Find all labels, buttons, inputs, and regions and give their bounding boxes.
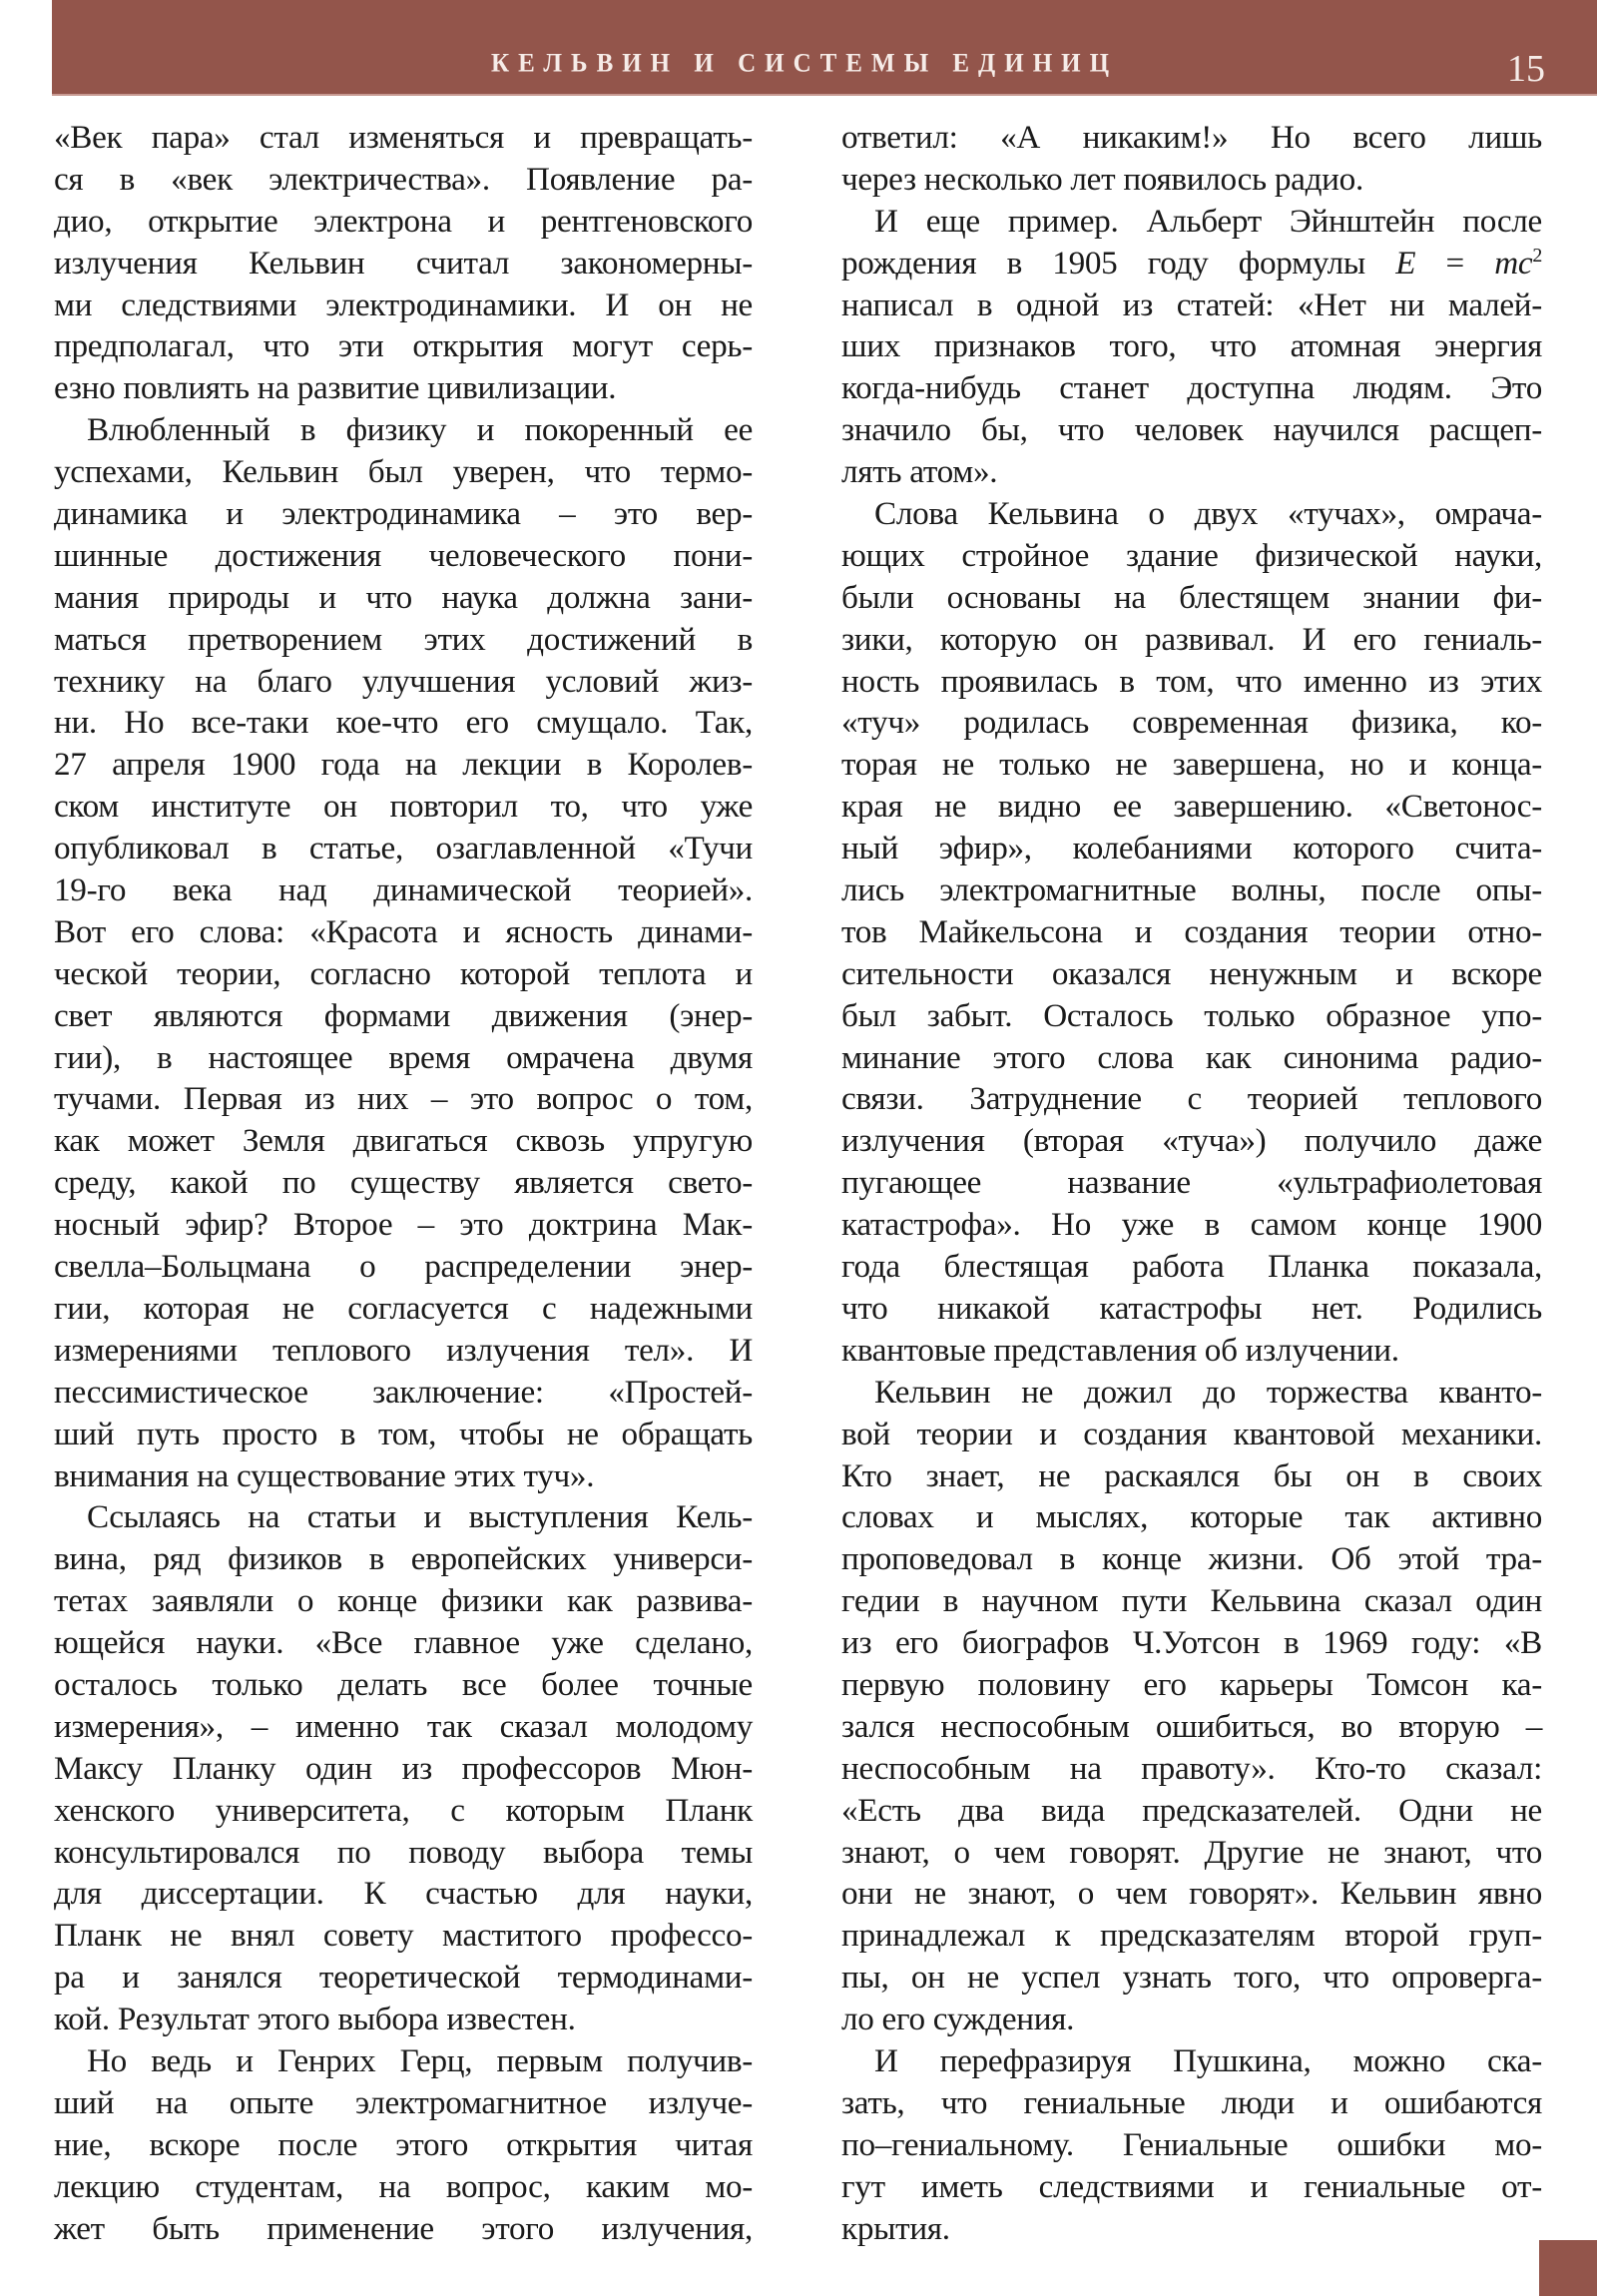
- text-line: тучами. Первая из них – это вопрос о том,: [54, 1080, 753, 1118]
- text-line: зать, что гениальные люди и ошибаются: [841, 2083, 1542, 2121]
- text-line: езно повлиять на развитие цивилизации.: [54, 369, 617, 407]
- text-line: дио, открытие электрона и рентгеновского: [54, 202, 753, 240]
- text-line: пессимистическое заключение: «Простей-: [54, 1373, 753, 1411]
- paragraph: [54, 117, 753, 409]
- text-line: лекцию студентам, на вопрос, каким мо-: [54, 2167, 753, 2205]
- text-line: предполагал, что эти открытия могут серь-: [54, 327, 753, 365]
- text-line: динамика и электродинамика – это вер-: [54, 495, 753, 533]
- text-line: ность проявилась в том, что именно из этих: [841, 662, 1542, 700]
- text-line: Влюбленный в физику и покоренный ее: [87, 411, 753, 449]
- text-line: свелла–Больцмана о распределении энер-: [54, 1248, 753, 1286]
- text-line: излучения Кельвин считал закономерны-: [54, 244, 753, 282]
- text-line: ческой теории, согласно которой теплота и: [54, 954, 753, 992]
- text-line: написал в одной из статей: «Нет ни малей-: [841, 286, 1542, 323]
- text-line: катастрофа». Но уже в самом конце 1900: [841, 1206, 1542, 1244]
- text-line: успехами, Кельвин был уверен, что термо-: [54, 453, 753, 491]
- text-line: мания природы и что наука должна зани-: [54, 578, 753, 616]
- text-line: торая не только не завершена, но и конца-: [841, 746, 1542, 784]
- text-line: опубликовал в статье, озаглавленной «Тучи: [54, 830, 753, 867]
- text-line: ший путь просто в том, чтобы не обращать: [54, 1415, 753, 1452]
- text-line: минание этого слова как синонима радио-: [841, 1038, 1542, 1076]
- text-line: что никакой катастрофы нет. Родились: [841, 1289, 1542, 1327]
- paragraph: [841, 117, 1542, 201]
- text-line: для диссертации. К счастью для науки,: [54, 1875, 753, 1913]
- text-line: носный эфир? Второе – это доктрина Мак-: [54, 1206, 753, 1244]
- text-line: маться претворением этих достижений в: [54, 620, 753, 658]
- paragraph: [54, 1496, 753, 2040]
- text-line: гии), в настоящее время омрачена двумя: [54, 1038, 753, 1076]
- text-line: был забыт. Осталось только образное упо-: [841, 996, 1542, 1034]
- right-text-column: [841, 117, 1542, 2249]
- text-line: Кельвин не дожил до торжества кванто-: [874, 1373, 1542, 1411]
- text-line: излучения (вторая «туча») получило даже: [841, 1122, 1542, 1160]
- text-line: Кто знает, не раскаялся бы он в своих: [841, 1456, 1542, 1494]
- text-line: среду, какой по существу является свето-: [54, 1164, 753, 1202]
- text-line: Планк не внял совету маститого профессо-: [54, 1917, 753, 1955]
- text-line: словах и мыслях, которые так активно: [841, 1498, 1542, 1536]
- running-title-text: КЕЛЬВИН И СИСТЕМЫ ЕДИНИЦ: [490, 49, 1119, 78]
- text-line: 19-го века над динамической теорией».: [54, 871, 753, 909]
- text-line: связи. Затруднение с теорией теплового: [841, 1080, 1542, 1118]
- text-line: «Есть два вида предсказателей. Одни не: [841, 1791, 1542, 1829]
- text-line: кой. Результат этого выбора известен.: [54, 2001, 576, 2038]
- page-corner-marker: [1539, 2240, 1597, 2296]
- text-line: тетах заявляли о конце физики как развива-: [54, 1582, 753, 1620]
- text-line: консультировался по поводу выбора темы: [54, 1833, 753, 1871]
- text-line: Но ведь и Генрих Герц, первым получив-: [87, 2041, 753, 2079]
- text-line: шинные достижения человеческого пони-: [54, 536, 753, 574]
- text-line: ском институте он повторил то, что уже: [54, 788, 753, 826]
- text-line: Слова Кельвина о двух «тучах», омрача-: [874, 495, 1542, 533]
- paragraph: [841, 201, 1542, 493]
- text-line: Максу Планку один из профессоров Мюн-: [54, 1749, 753, 1787]
- text-line: рождения в 1905 году формулы $E = mc^2$: [841, 244, 1542, 282]
- text-line: проповедовал в конце жизни. Об этой тра-: [841, 1540, 1542, 1578]
- text-line: технику на благо улучшения условий жиз-: [54, 662, 753, 700]
- text-line: зики, которую он развивал. И его гениаль-: [841, 620, 1542, 658]
- text-line: «Век пара» стал изменяться и превращать-: [54, 119, 753, 156]
- text-line: края не видно ее завершению. «Светонос-: [841, 788, 1542, 826]
- text-line: 27 апреля 1900 года на лекции в Королев-: [54, 746, 753, 784]
- paragraph: [54, 2040, 753, 2249]
- text-line: ло его суждения.: [841, 2001, 1075, 2038]
- text-line: ный эфир», колебаниями которого счита-: [841, 830, 1542, 867]
- running-title: [52, 49, 1597, 78]
- paragraph: [841, 493, 1542, 1372]
- formula-e-mc2: $E = mc^2$: [1395, 244, 1542, 282]
- text-line: ми следствиями электродинамики. И он не: [54, 286, 753, 323]
- text-line: И перефразируя Пушкина, можно ска-: [874, 2041, 1542, 2079]
- text-line: пугающее название «ультрафиолетовая: [841, 1164, 1542, 1202]
- text-line: пы, он не успел узнать того, что опроверга-: [841, 1959, 1542, 1997]
- text-line: они не знают, о чем говорят». Кельвин явно: [841, 1875, 1542, 1913]
- text-line: Вот его слова: «Красота и ясность динами-: [54, 912, 753, 950]
- text-line: лять атом».: [841, 453, 998, 491]
- text-line: измерениями теплового излучения тел». И: [54, 1331, 753, 1369]
- text-line: тов Майкельсона и создания теории отно-: [841, 912, 1542, 950]
- text-line: по–гениальному. Гениальные ошибки мо-: [841, 2125, 1542, 2163]
- text-line: И еще пример. Альберт Эйнштейн после: [874, 202, 1542, 240]
- text-line: неспособным на правоту». Кто-то сказал:: [841, 1749, 1542, 1787]
- text-line: осталось только делать все более точные: [54, 1665, 753, 1703]
- text-line: ние, вскоре после этого открытия читая: [54, 2125, 753, 2163]
- text-line: ших признаков того, что атомная энергия: [841, 327, 1542, 365]
- text-line: ющих стройное здание физической науки,: [841, 536, 1542, 574]
- text-line: жет быть применение этого излучения,: [54, 2209, 753, 2247]
- text-line: ющейся науки. «Все главное уже сделано,: [54, 1624, 753, 1662]
- text-line: крытия.: [841, 2209, 950, 2247]
- text-line: зался неспособным ошибиться, во вторую –: [841, 1707, 1542, 1745]
- text-line: квантовые представления об излучении.: [841, 1331, 1399, 1369]
- left-text-column: [54, 117, 753, 2249]
- paragraph: [841, 1372, 1542, 2040]
- text-line: вина, ряд физиков в европейских универси-: [54, 1540, 753, 1578]
- text-line: ответил: «А никаким!» Но всего лишь: [841, 119, 1542, 156]
- page-number: 15: [1507, 48, 1545, 90]
- text-line: принадлежал к предсказателям второй груп-: [841, 1917, 1542, 1955]
- text-line: когда-нибудь станет доступна людям. Это: [841, 369, 1542, 407]
- text-line: сительности оказался ненужным и вскоре: [841, 954, 1542, 992]
- text-line: были основаны на блестящем знании фи-: [841, 578, 1542, 616]
- paragraph: [841, 2040, 1542, 2249]
- text-line: из его биографов Ч.Уотсон в 1969 году: «В: [841, 1624, 1542, 1662]
- text-line: знают, о чем говорят. Другие не знают, что: [841, 1833, 1542, 1871]
- text-line: измерения», – именно так сказал молодому: [54, 1707, 753, 1745]
- text-line: внимания на существование этих туч».: [54, 1456, 595, 1494]
- text-line: гут иметь следствиями и гениальные от-: [841, 2167, 1542, 2205]
- text-line: ся в «век электричества». Появление ра-: [54, 160, 753, 198]
- text-line: значило бы, что человек научился расщеп-: [841, 411, 1542, 449]
- text-line: Ссылаясь на статьи и выступления Кель-: [87, 1498, 753, 1536]
- text-line: лись электромагнитные волны, после опы-: [841, 871, 1542, 909]
- text-line: года блестящая работа Планка показала,: [841, 1248, 1542, 1286]
- text-line: ни. Но все-таки кое-что его смущало. Так,: [54, 704, 753, 742]
- text-line: как может Земля двигаться сквозь упругую: [54, 1122, 753, 1160]
- text-line: через несколько лет появилось радио.: [841, 160, 1363, 198]
- text-line: свет являются формами движения (энер-: [54, 996, 753, 1034]
- running-header-bar: [52, 0, 1597, 96]
- text-line: гедии в научном пути Кельвина сказал один: [841, 1582, 1542, 1620]
- text-line: ший на опыте электромагнитное излуче-: [54, 2083, 753, 2121]
- paragraph: [54, 409, 753, 1496]
- text-line: гии, которая не согласуется с надежными: [54, 1289, 753, 1327]
- text-line: ра и занялся теоретической термодинами-: [54, 1959, 753, 1997]
- text-line: хенского университета, с которым Планк: [54, 1791, 753, 1829]
- text-line: «туч» родилась современная физика, ко-: [841, 704, 1542, 742]
- text-line: вой теории и создания квантовой механики.: [841, 1415, 1542, 1452]
- text-line: первую половину его карьеры Томсон ка-: [841, 1665, 1542, 1703]
